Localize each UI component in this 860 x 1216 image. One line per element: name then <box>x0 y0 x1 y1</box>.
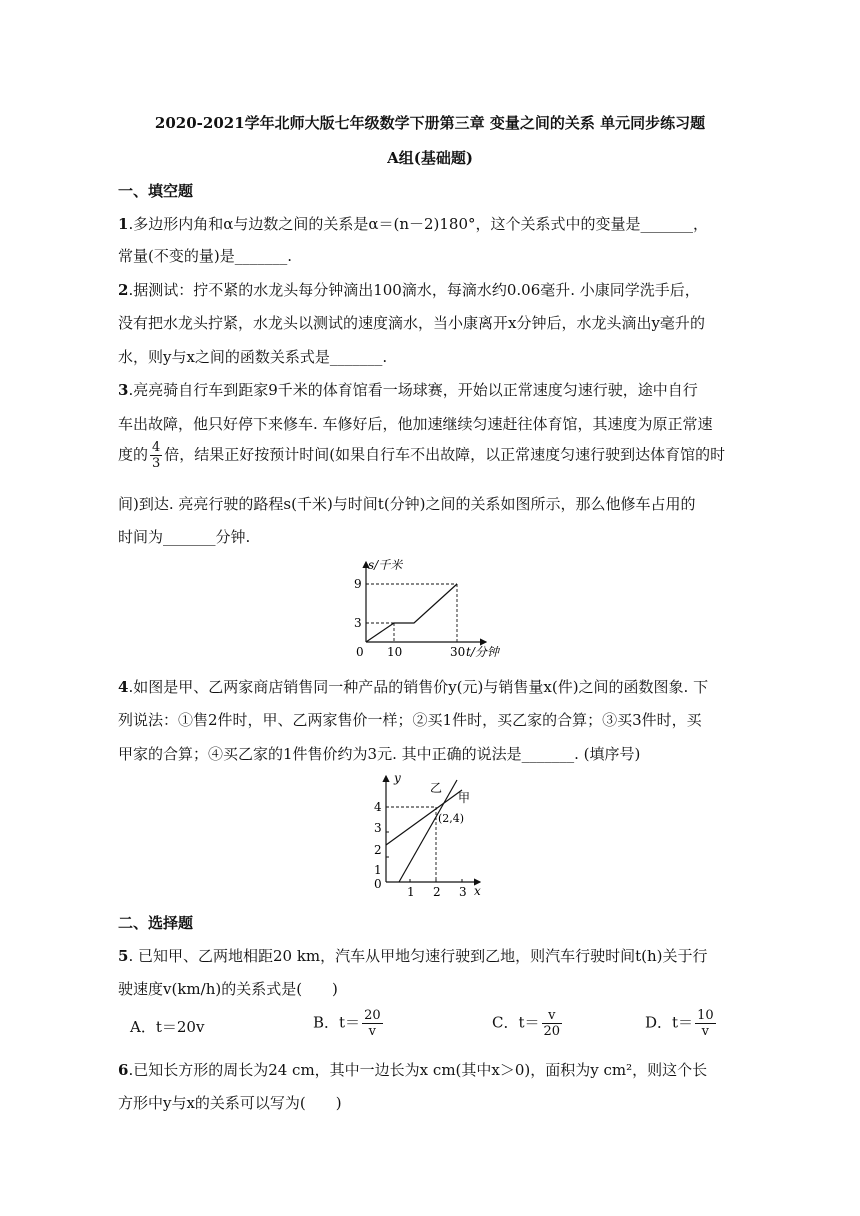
q4-y-tick-2: 2 <box>374 843 382 857</box>
q4-y-axis-label: y <box>394 771 401 785</box>
q4-y-tick-1: 1 <box>374 863 382 877</box>
q3-line1: 3.亮亮骑自行车到距家9千米的体育馆看一场球赛，开始以正常速度匀速行驶，途中自行 <box>118 381 698 399</box>
q4-price-quantity-graph <box>362 770 492 900</box>
q1-line2: 常量(不变的量)是_______. <box>118 247 292 265</box>
q4-y-tick-4: 4 <box>374 800 382 814</box>
q5-option-c: C．t＝ $\frac{v}{20}$ <box>492 1008 561 1039</box>
q3-x-tick-30: 30 <box>450 645 466 659</box>
q3-origin: 0 <box>356 645 364 659</box>
q4-x-axis-label: x <box>474 884 481 898</box>
section-choice-heading: 二、选择题 <box>118 914 194 932</box>
q4-label-jia: 甲 <box>458 791 471 805</box>
q6-line2: 方形中y与x的关系可以写为( ) <box>118 1094 342 1112</box>
q2-line1: 2.据测试：拧不紧的水龙头每分钟滴出100滴水，每滴水约0.06毫升. 小康同学洗手后， <box>118 281 700 299</box>
q5-option-d-fraction: $\frac{10}{v}$ <box>697 1008 714 1039</box>
q4-origin: 0 <box>374 877 382 891</box>
q5-option-b-fraction: $\frac{20}{v}$ <box>364 1008 381 1039</box>
q3-number: 3 <box>118 381 129 399</box>
q3-distance-time-graph <box>340 556 500 664</box>
q4-intersection-label: (2,4) <box>438 812 465 825</box>
q4-line2: 列说法：①售2件时，甲、乙两家售价一样；②买1件时，买乙家的合算；③买3件时，买 <box>118 711 702 729</box>
q4-line-yi <box>399 780 457 882</box>
q1-number: 1 <box>118 215 129 233</box>
q4-number: 4 <box>118 678 129 696</box>
q3-y-axis-label: s/千米 <box>368 558 403 572</box>
q3-line4: 间)到达. 亮亮行驶的路程s(千米)与时间t(分钟)之间的关系如图所示，那么他修车占用的 <box>118 495 696 513</box>
q2-number: 2 <box>118 281 129 299</box>
q3-line5: 时间为_______分钟. <box>118 528 251 546</box>
q3-line3: 度的 $\frac{4}{3}$ 倍，结果正好按预计时间(如果自行车不出故障，以正常速度匀速行驶到达体育馆的时 <box>118 440 726 471</box>
q4-line3: 甲家的合算；④买乙家的1件售价约为3元. 其中正确的说法是_______. (填序号) <box>118 745 641 763</box>
q6-number: 6 <box>118 1061 129 1079</box>
q4-y-tick-3: 3 <box>374 821 382 835</box>
q5-option-a: A．t＝20v <box>130 1018 205 1036</box>
q4-x-tick-3: 3 <box>459 885 467 899</box>
q5-option-d: D．t＝ $\frac{10}{v}$ <box>645 1008 714 1039</box>
document-subtitle: A组(基础题) <box>387 149 473 167</box>
q4-line1: 4.如图是甲、乙两家商店销售同一种产品的销售价y(元)与销售量x(件)之间的函数图象. 下 <box>118 678 709 696</box>
q3-y-tick-3: 3 <box>354 616 362 630</box>
q3-y-tick-9: 9 <box>354 577 362 591</box>
q3-line2: 车出故障，他只好停下来修车. 车修好后，他加速继续匀速赶往体育馆，其速度为原正常速 <box>118 415 713 433</box>
document-title: 2020-2021学年北师大版七年级数学下册第三章 变量之间的关系 单元同步练习题 <box>154 114 706 132</box>
q5-option-b: B．t＝ $\frac{20}{v}$ <box>313 1008 381 1039</box>
q5-option-c-fraction: $\frac{v}{20}$ <box>543 1008 561 1039</box>
section-fill-in-heading: 一、填空题 <box>118 182 194 200</box>
q2-line2: 没有把水龙头拧紧，水龙头以测试的速度滴水，当小康离开x分钟后，水龙头滴出y毫升的 <box>118 314 705 332</box>
q6-line1: 6.已知长方形的周长为24 cm，其中一边长为x cm(其中x＞0)，面积为y cm²，则这个长 <box>118 1061 708 1079</box>
q5-line2: 驶速度v(km/h)的关系式是( ) <box>118 980 338 998</box>
q3-x-tick-10: 10 <box>387 645 403 659</box>
q5-line1: 5. 已知甲、乙两地相距20 km，汽车从甲地匀速行驶到乙地，则汽车行驶时间t(h)关于行 <box>118 947 708 965</box>
q4-x-tick-2: 2 <box>433 885 441 899</box>
fraction-four-thirds: $\frac{4}{3}$ <box>152 440 161 471</box>
q4-label-yi: 乙 <box>430 781 443 795</box>
q4-x-tick-1: 1 <box>407 885 415 899</box>
q2-line3: 水，则y与x之间的函数关系式是_______. <box>118 348 388 366</box>
q1-line1: 1.多边形内角和α与边数之间的关系是α＝(n－2)180°，这个关系式中的变量是_______， <box>118 215 709 233</box>
q3-x-axis-label: t/分钟 <box>466 645 499 659</box>
q3-travel-line <box>366 584 457 642</box>
q5-number: 5 <box>118 947 129 965</box>
